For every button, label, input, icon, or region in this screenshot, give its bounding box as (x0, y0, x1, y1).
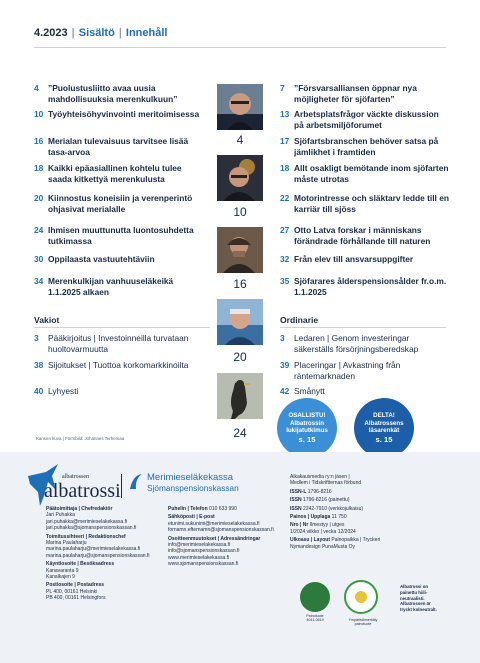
info-line: Medlem i Tidskriftternas förbund (290, 480, 362, 487)
publication-info-column (290, 474, 410, 552)
toc-title: Smånytt (294, 386, 325, 396)
info-block (46, 506, 166, 532)
toc-title: Merenkulkijan vanhuuseläkeikä 1.1.2025 alkaen (48, 276, 174, 297)
toc-page-number: 40 (34, 386, 44, 396)
info-inline-value: Ilmestyy | utges (308, 522, 345, 529)
info-label (168, 506, 288, 512)
company-sv: Sjömanspensionskassan (147, 483, 239, 493)
info-line: etunimi.sukunimi@merimieselakekassa.fi (168, 520, 260, 527)
info-block (290, 514, 410, 520)
toc-page-number: 38 (34, 360, 44, 370)
toc-page-number: 3 (280, 333, 285, 343)
toc-title: Sijoitukset | Tuottoa korkomarkkinoilta (48, 360, 189, 370)
toc-page-number: 16 (34, 136, 44, 146)
info-label-text: Ulkoasu | Layout (290, 537, 331, 544)
toc-page-number: 35 (280, 276, 290, 286)
info-block (290, 497, 410, 503)
info-line: www.sjomanspensionskassan.fi (168, 561, 239, 568)
header-separator: | (118, 27, 122, 39)
info-inline-value: 11 750 (330, 514, 347, 521)
toc-title: ”Försvarsalliansen öppnar nya möjligheter för sjöfarten” (294, 83, 417, 104)
toc-page-number: 10 (34, 109, 44, 119)
cert-label-2: Ympäristömerkitty painotuote (348, 618, 378, 627)
info-line: jari.puhakka@sjomanspensionskassan.fi (46, 525, 137, 532)
certification-marks (296, 580, 446, 640)
company-fi: Merimieseläkekassa (147, 472, 234, 483)
cert-label-1: Painotuote 4041-0619 (306, 614, 324, 623)
info-label-text: Sähköposti | E-post (168, 514, 215, 521)
logo-small: albatrossen (62, 474, 89, 480)
toc-page-number: 39 (280, 360, 290, 370)
photo-page-number: 10 (233, 205, 247, 219)
info-label (290, 497, 410, 503)
toc-page-number: 3 (34, 333, 39, 343)
joutsenmerkki-icon (300, 582, 330, 612)
info-inline-value: 010 633 990 (207, 506, 237, 512)
toc-title: Ledaren | Genom investeringar säkerställs försörjningsberedskap (294, 333, 419, 354)
info-line: Marina Paulaharju (46, 540, 87, 547)
badge-sv-line1: DELTA! (373, 412, 395, 420)
badge-fi-line1: OSALLISTU! (288, 412, 326, 420)
toc-page-number: 42 (280, 386, 290, 396)
info-label (290, 506, 410, 512)
info-line: PL 400, 00161 Helsinki (46, 588, 98, 595)
info-line: PB 400, 00161 Helsingfors (46, 595, 106, 602)
toc-title: Från elev till ansvarsuppgifter (294, 254, 414, 264)
info-label-text: Nro | Nr (290, 522, 309, 529)
info-label (290, 489, 410, 495)
info-label-text: Postiosoite | Postadress (46, 582, 105, 589)
photo-1 (217, 84, 263, 130)
info-block (290, 474, 410, 487)
issue-number: 4.2023 (34, 27, 68, 39)
info-line: Kanavaranta 9 (46, 567, 79, 574)
toc-title: ”Puolustusliitto avaa uusia mahdollisuuksia merenkulkuun” (48, 83, 178, 104)
contact-column-1 (46, 506, 166, 604)
page-header (34, 27, 167, 39)
toc-page-number: 18 (280, 163, 290, 173)
photo-page-number: 4 (236, 133, 244, 147)
toc-title: Placeringar | Avkastning från räntemarknaden (294, 360, 401, 381)
info-block (290, 506, 410, 512)
toc-title: Arbetsplatsfrågor väckte diskussion på arbetsmiljöforumet (294, 109, 439, 130)
toc-title: Allt osakligt bemötande inom sjöfarten måste utrotas (294, 163, 449, 184)
contact-column-2 (168, 506, 288, 570)
toc-title: Pääkirjoitus | Investoinneilla turvataan huoltovarmuutta (48, 333, 189, 354)
toc-title: Motorintresse och släktarv ledde till en karriär till sjöss (294, 193, 449, 214)
toc-title: Kaikki epäasiallinen kohtelu tulee saada kitkettyä merenkulusta (48, 163, 182, 184)
carbon-neutral-note: Albatrossi on painettu hiili-neutraalisti. Albatrossen är tryckt kolneutralt. (400, 584, 437, 613)
info-block (46, 561, 166, 580)
info-line: marina.paulaharju@merimieselakekassa.fi (46, 546, 141, 553)
vakiot-rule (34, 327, 210, 328)
photo-5 (217, 373, 263, 419)
ecolabel-icon (344, 580, 378, 614)
photo-page-number: 16 (233, 277, 247, 291)
info-block (290, 522, 410, 535)
albatross-logo (26, 462, 126, 512)
header-title-sv: Innehåll (125, 27, 168, 39)
info-line: Aikakausmedia ry:n jäsen | (290, 474, 350, 480)
toc-page-number: 17 (280, 136, 290, 146)
toc-title: Työyhteisöhyvinvointi meritoimisessa (48, 109, 200, 119)
vakiot-heading: Vakiot (34, 315, 60, 325)
toc-page-number: 32 (280, 254, 290, 264)
badge-sv[interactable] (354, 398, 414, 458)
header-title-fi: Sisältö (78, 27, 115, 39)
toc-page-number: 27 (280, 225, 290, 235)
toc-page-number: 30 (34, 254, 44, 264)
info-label-text: Puhelin | Telefon (168, 506, 208, 512)
toc-page-number: 24 (34, 225, 44, 235)
logo-divider (121, 474, 122, 498)
company-icon (127, 473, 145, 491)
info-label-text: ISSN (290, 505, 302, 512)
info-inline-value: Painopaikka | Tryckeri (330, 537, 381, 544)
toc-title: Otto Latva forskar i människans förändrade förhållande till naturen (294, 225, 431, 246)
info-label-text: Toimitussihteeri | Redaktionschef (46, 533, 126, 540)
info-label-text: Painos | Upplaga (290, 514, 331, 521)
badge-fi-line3: lukijatutkimus (286, 427, 328, 434)
info-line: info@sjomanspensionskassan.fi (168, 548, 240, 555)
badge-sv-line3: läsarenkät (368, 427, 400, 434)
toc-page-number: 34 (34, 276, 44, 286)
photo-4 (217, 299, 263, 345)
info-line: Kanalkajen 9 (46, 574, 75, 581)
info-line: jari.puhakka@merimieselakekassa.fi (46, 518, 128, 525)
info-label-text: Käyntiosoite | Besöksadress (46, 561, 115, 568)
info-block (46, 582, 166, 601)
toc-page-number: 7 (280, 83, 285, 93)
badge-fi-page: s. 15 (298, 435, 316, 445)
photo-page-number: 20 (233, 350, 247, 364)
info-line: info@merimieselakekassa.fi (168, 542, 231, 549)
info-block (168, 506, 288, 512)
photo-caption: Kansen kuva | Förmbild: Johannes Terhemaa (36, 436, 125, 441)
info-label (290, 514, 410, 520)
toc-title: Ihmisen muuttunutta luontosuhdetta tutkimassa (48, 225, 194, 246)
photo-3 (217, 227, 263, 273)
toc-title: Merialan tulevaisuus tarvitsee lisää tasa-arvoa (48, 136, 189, 157)
photo-2 (217, 155, 263, 201)
info-label-text: Päätoimittaja | Chefredaktör (46, 506, 113, 512)
toc-title: Oppilaasta vastuutehtäviin (48, 254, 155, 264)
header-separator: | (71, 27, 75, 39)
info-line: marina.paulaharju@sjomanspensionskassan.fi (46, 552, 150, 559)
toc-title: Sjöfarares ålderspensionsålder fr.o.m. 1.1.2025 (294, 276, 447, 297)
info-block (290, 489, 410, 495)
info-line: fornamn.efternamn@sjomanspensionskassan.fi (168, 527, 274, 534)
toc-page-number: 4 (34, 83, 39, 93)
info-label-text: ISSN-L (290, 488, 307, 495)
badge-fi[interactable] (277, 398, 337, 458)
info-block (168, 536, 288, 568)
photo-page-number: 24 (233, 426, 247, 440)
info-line: www.merimieselakekassa.fi (168, 554, 230, 561)
badge-fi-line2: Albatrossin (289, 419, 325, 427)
info-line: Jari Puhakka (46, 512, 75, 519)
info-block (46, 534, 166, 560)
logo-big: albatrossi (44, 480, 121, 502)
info-label-text: Osoitteenmuutokset | Adressändringar (168, 535, 261, 542)
toc-page-number: 18 (34, 163, 44, 173)
masthead-footer (0, 452, 480, 663)
toc-page-number: 20 (34, 193, 44, 203)
toc-page-number: 22 (280, 193, 290, 203)
toc-page-number: 13 (280, 109, 290, 119)
toc-title: Lyhyesti (48, 386, 79, 396)
toc-title: Kiinnostus koneisiin ja verenperintö ohjasivat merialalle (48, 193, 193, 214)
info-block (168, 514, 288, 533)
ordinarie-rule (280, 327, 446, 328)
badge-sv-page: s. 15 (375, 435, 393, 445)
badge-sv-line2: Albatrossens (364, 419, 404, 427)
info-line: Nymandesign PunaMusta Oy (290, 543, 356, 550)
toc-title: Sjöfartsbranschen behöver satsa på jämlikhet i framtiden (294, 136, 439, 157)
info-inline-value: 1796-8216 (306, 488, 332, 495)
info-label-text: ISSN (290, 497, 302, 504)
info-line: 1/2024 viikko | vecka 12/2024 (290, 528, 356, 535)
header-rule (34, 47, 446, 48)
info-block (290, 537, 410, 550)
info-inline-value: 2242-7910 (verkkojulkaisu) (301, 505, 364, 512)
info-inline-value: 1796-8216 (painettu) (301, 497, 350, 504)
ordinarie-heading: Ordinarie (280, 315, 319, 325)
